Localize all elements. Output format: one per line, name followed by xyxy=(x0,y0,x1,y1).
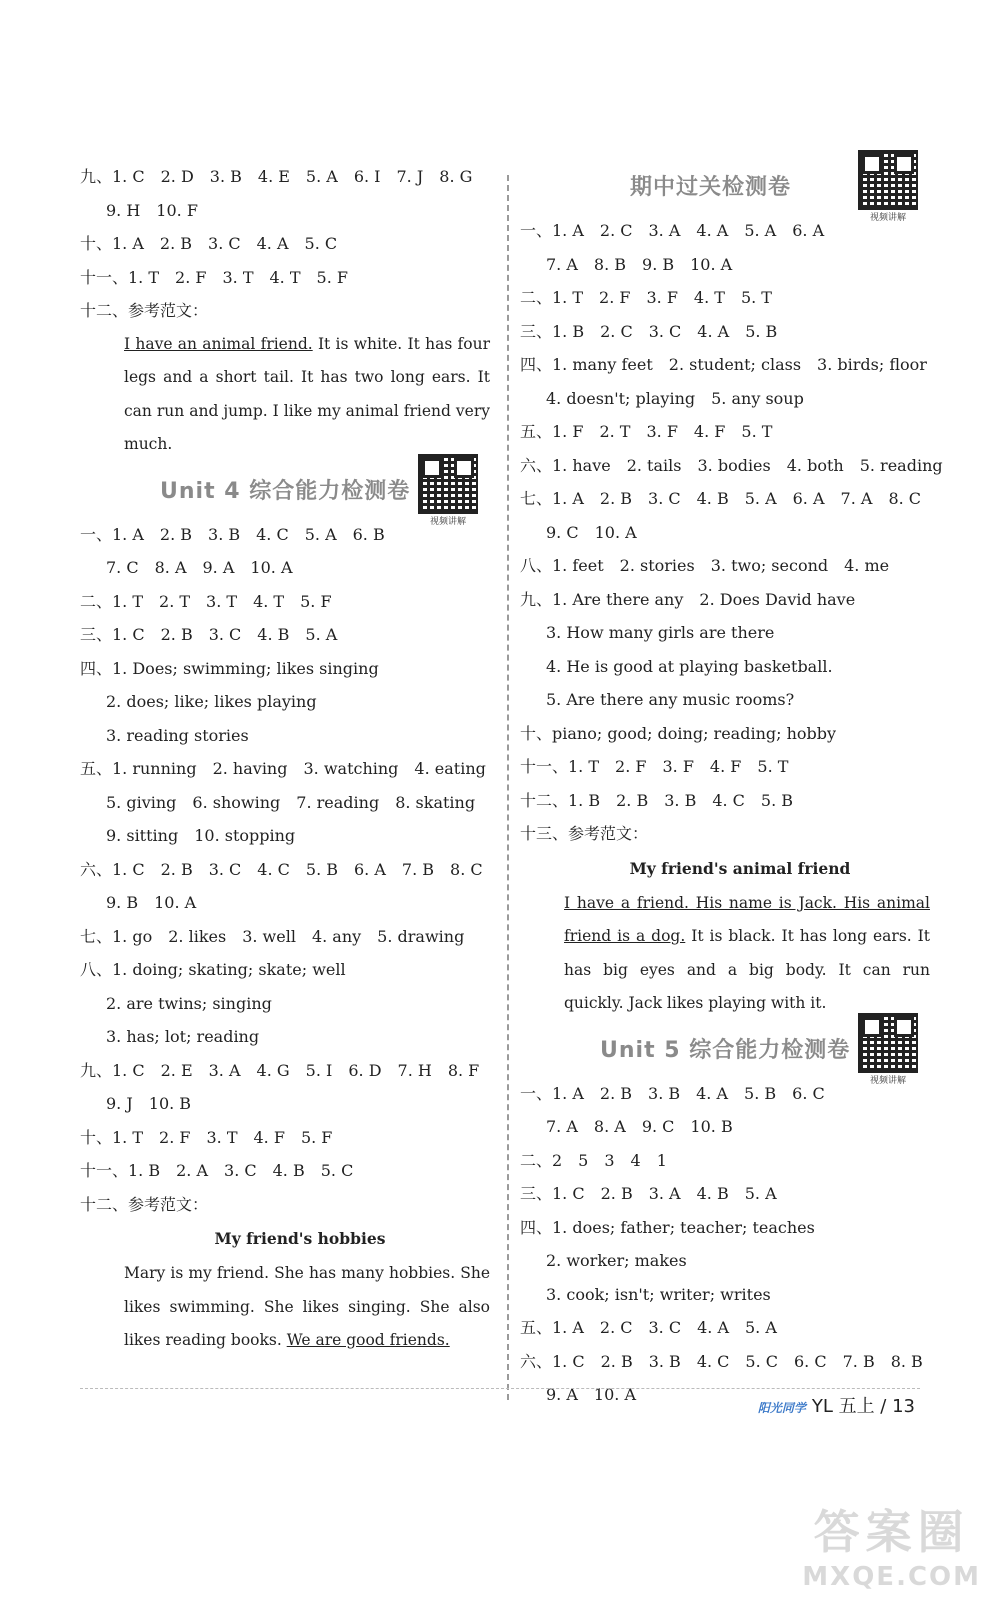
essay-title: My friend's hobbies xyxy=(214,1229,386,1248)
answer-line: 五、1. A 2. C 3. C 4. A 5. A xyxy=(520,1318,777,1337)
answer-line: 十二、参考范文： xyxy=(80,1194,209,1214)
answer-line: 2. worker; makes xyxy=(546,1251,687,1270)
answer-line: 三、1. C 2. B 3. A 4. B 5. A xyxy=(520,1184,777,1203)
answer-line: 十三、参考范文： xyxy=(520,824,649,843)
qr-code-icon[interactable] xyxy=(418,454,478,514)
answer-line: 4. doesn't; playing 5. any soup xyxy=(546,388,804,408)
answer-line: 7. A 8. B 9. B 10. A xyxy=(546,254,733,274)
page-number: YL 五上 / 13 xyxy=(811,1396,915,1417)
sample-essay xyxy=(80,1257,490,1358)
answer-line: 四、1. Does; swimming; likes singing xyxy=(80,658,379,678)
answer-line: 五、1. running 2. having 3. watching 4. eating xyxy=(80,759,486,778)
answer-line: 2. does; like; likes playing xyxy=(106,692,317,711)
answer-line: 9. J 10. B xyxy=(106,1094,192,1113)
answer-line: 7. C 8. A 9. A 10. A xyxy=(106,558,293,577)
qr-code-label: 视频讲解 xyxy=(869,1075,906,1086)
answer-line: 二、2 5 3 4 1 xyxy=(520,1150,667,1170)
answer-line: 九、1. C 2. D 3. B 4. E 5. A 6. I 7. J 8. G xyxy=(80,167,473,186)
answer-line: 十一、1. B 2. A 3. C 4. B 5. C xyxy=(80,1161,354,1180)
sample-essay xyxy=(80,328,490,462)
essay-title: My friend's animal friend xyxy=(629,858,851,878)
answer-line: 十一、1. T 2. F 3. T 4. T 5. F xyxy=(80,267,348,287)
section-title: Unit 5 综合能力检测卷 xyxy=(600,1037,851,1063)
watermark-url: MXQE.COM xyxy=(802,1562,981,1592)
answer-line: 二、1. T 2. F 3. F 4. T 5. T xyxy=(520,288,772,307)
answer-line: 十一、1. T 2. F 3. F 4. F 5. T xyxy=(520,757,789,776)
sample-essay xyxy=(520,887,930,1021)
answer-line: 十、piano; good; doing; reading; hobby xyxy=(520,723,837,743)
answer-line: 9. C 10. A xyxy=(546,522,637,542)
answer-line: 2. are twins; singing xyxy=(106,993,272,1013)
right-column xyxy=(520,164,943,1412)
essay-text: It is black. It has long ears. It has big eyes and a big body. It can run quickly. Jack likes playing with it. xyxy=(564,927,930,1012)
answer-line: 一、1. A 2. B 3. B 4. A 5. B 6. C xyxy=(520,1083,825,1103)
answer-line: 二、1. T 2. T 3. T 4. T 5. F xyxy=(80,591,332,611)
brand-logo: 阳光同学 xyxy=(757,1401,806,1415)
answer-line: 9. B 10. A xyxy=(106,893,197,912)
page-footer xyxy=(758,1392,915,1418)
answer-line: 三、1. B 2. C 3. C 4. A 5. B xyxy=(520,321,778,341)
section-title: Unit 4 综合能力检测卷 xyxy=(160,478,411,504)
answer-line: 八、1. feet 2. stories 3. two; second 4. me xyxy=(520,556,890,575)
answer-line: 3. reading stories xyxy=(106,725,249,745)
answer-line: 六、1. C 2. B 3. C 4. C 5. B 6. A 7. B 8. C xyxy=(80,859,483,879)
answer-line: 一、1. A 2. C 3. A 4. A 5. A 6. A xyxy=(520,221,825,240)
answer-line: 五、1. F 2. T 3. F 4. F 5. T xyxy=(520,422,773,441)
site-watermark xyxy=(802,1496,981,1592)
answer-line: 5. giving 6. showing 7. reading 8. skating xyxy=(106,792,476,812)
answer-line: 5. Are there any music rooms? xyxy=(546,690,795,709)
answer-line: 9. A 10. A xyxy=(546,1385,636,1404)
answer-line: 7. A 8. A 9. C 10. B xyxy=(546,1117,733,1136)
essay-text: It is white. It has four legs and a short tail. It has two long ears. It can run and jump. I like my animal friend very much. xyxy=(124,334,490,453)
column-divider xyxy=(507,175,509,1400)
answer-line: 七、1. go 2. likes 3. well 4. any 5. drawing xyxy=(80,926,465,946)
footer-divider xyxy=(80,1388,920,1389)
answer-line: 四、1. does; father; teacher; teaches xyxy=(520,1217,815,1237)
answer-line: 3. How many girls are there xyxy=(546,623,775,642)
answer-line: 九、1. C 2. E 3. A 4. G 5. I 6. D 7. H 8. F xyxy=(80,1060,480,1080)
qr-code-icon[interactable] xyxy=(858,1013,918,1073)
answer-line: 4. He is good at playing basketball. xyxy=(546,656,833,676)
answer-line: 十二、参考范文： xyxy=(80,301,209,320)
section-header-unit4 xyxy=(80,468,490,527)
essay-underlined-text: I have an animal friend. xyxy=(124,334,313,353)
answer-line: 一、1. A 2. B 3. B 4. C 5. A 6. B xyxy=(80,524,385,544)
answer-line: 九、1. Are there any 2. Does David have xyxy=(520,589,856,609)
answer-line: 3. cook; isn't; writer; writes xyxy=(546,1284,771,1304)
qr-code-label: 视频讲解 xyxy=(429,516,466,527)
section-title: 期中过关检测卷 xyxy=(630,175,792,200)
watermark-text: 答案圈 xyxy=(813,1505,970,1559)
answer-line: 四、1. many feet 2. student; class 3. birds; floor xyxy=(520,355,927,374)
answer-line: 八、1. doing; skating; skate; well xyxy=(80,960,346,979)
answer-line: 六、1. have 2. tails 3. bodies 4. both 5. reading xyxy=(520,455,943,475)
answer-line: 十、1. A 2. B 3. C 4. A 5. C xyxy=(80,234,338,253)
essay-underlined-text: I have a friend. His name is Jack. His animal friend is a dog. xyxy=(564,893,930,945)
answer-line: 十、1. T 2. F 3. T 4. F 5. F xyxy=(80,1127,333,1147)
answer-line: 七、1. A 2. B 3. C 4. B 5. A 6. A 7. A 8. C xyxy=(520,489,922,508)
answer-line: 十二、1. B 2. B 3. B 4. C 5. B xyxy=(520,790,794,810)
answer-line: 3. has; lot; reading xyxy=(106,1027,260,1046)
section-header-midterm xyxy=(520,164,930,223)
answer-line: 9. H 10. F xyxy=(106,200,198,220)
answer-line: 9. sitting 10. stopping xyxy=(106,826,296,845)
qr-code-icon[interactable] xyxy=(858,150,918,210)
essay-underlined-text: We are good friends. xyxy=(286,1331,450,1349)
answer-line: 三、1. C 2. B 3. C 4. B 5. A xyxy=(80,625,338,644)
answer-line: 六、1. C 2. B 3. B 4. C 5. C 6. C 7. B 8. B xyxy=(520,1351,923,1371)
qr-code-label: 视频讲解 xyxy=(869,213,906,223)
essay-text: Mary is my friend. She has many hobbies. She likes swimming. She likes singing. She also likes reading books. xyxy=(124,1264,490,1349)
left-column xyxy=(80,160,490,1358)
section-header-unit5 xyxy=(520,1027,930,1086)
